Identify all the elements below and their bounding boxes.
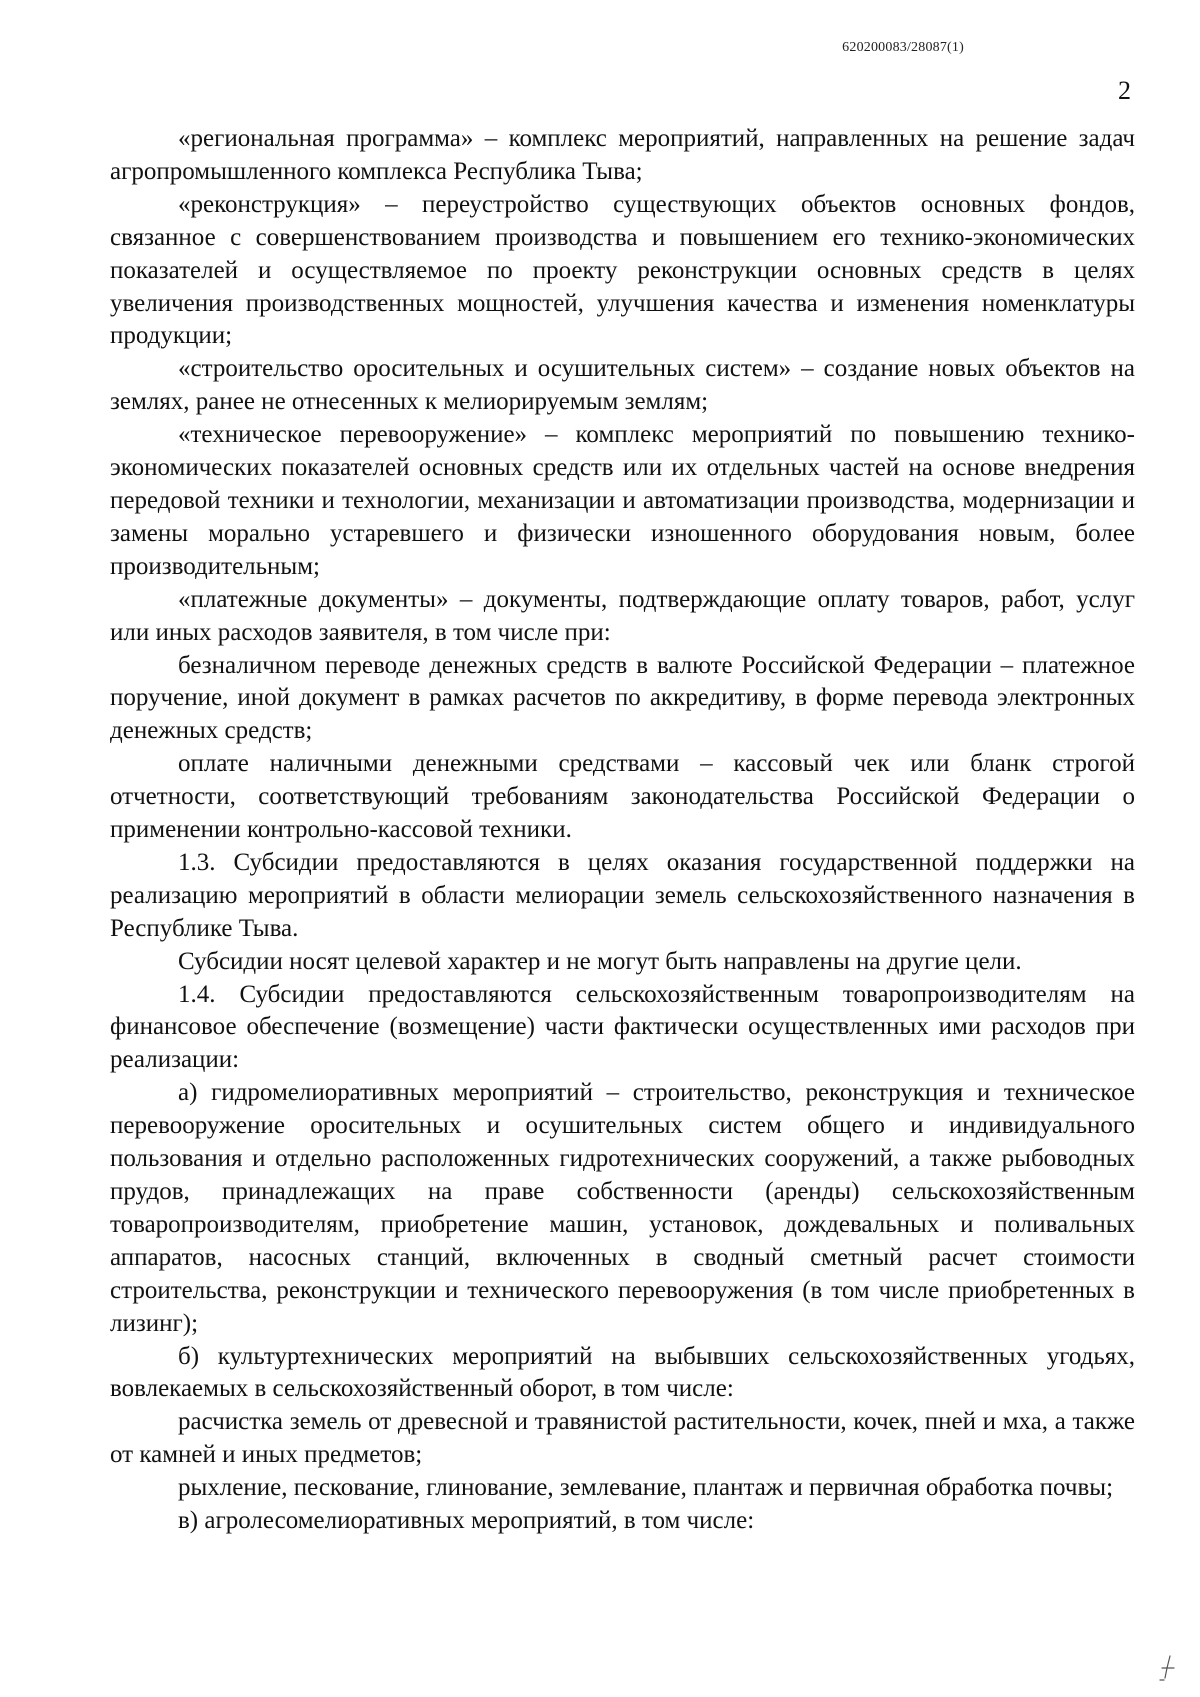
paragraph-item-b: б) культуртехнических мероприятий на выбывших сельскохозяйственных угодьях, вовлекаемых в сельскохозяйственный оборот, в том числе: — [110, 1342, 1135, 1403]
paragraph-definition-technical-reequipment: «техническое перевооружение» – комплекс мероприятий по повышению технико-экономических показателей основных средств или их отдельных частей на основе внедрения передовой техники и технологии, механизации и автоматизации производства, модернизации и замены морально устаревшего и физически изношенного оборудования новым, более производительным; — [110, 421, 1135, 580]
page-number: 2 — [1118, 76, 1131, 105]
paragraph-cash-payment: оплате наличными денежными средствами – кассовый чек или бланк строгой отчетности, соответствующий требованиям законодательства Российской Федерации о применении контрольно-кассовой техники. — [110, 750, 1135, 844]
scan-mark-icon — [1158, 1654, 1178, 1684]
paragraph-definition-payment-documents: «платежные документы» – документы, подтверждающие оплату товаров, работ, услуг или иных расходов заявителя, в том числе при: — [110, 585, 1135, 646]
document-id: 620200083/28087(1) — [842, 40, 964, 55]
paragraph-item-a: а) гидромелиоративных мероприятий – строительство, реконструкция и техническое перевооружение оросительных и осушительных систем общего и индивидуального пользования и отдельно расположенных гидротехнических сооружений, а также рыбоводных прудов, принадлежащих на праве собственности (аренды) сельскохозяйственным товаропроизводителям, приобретение машин, установок, дождевальных и поливальных аппаратов, насосных станций, включенных в сводный сметный расчет стоимости строительства, реконструкции и технического перевооружения (в том числе приобретенных в лизинг); — [110, 1079, 1135, 1337]
paragraph-definition-construction: «строительство оросительных и осушительных систем» – создание новых объектов на землях, ранее не отнесенных к мелиорируемым землям; — [110, 355, 1135, 416]
paragraph-definition-regional-program: «региональная программа» – комплекс мероприятий, направленных на решение задач агропромышленного комплекса Республика Тыва; — [110, 125, 1135, 185]
paragraph-targeted-nature: Субсидии носят целевой характер и не могут быть направлены на другие цели. — [178, 947, 1022, 975]
paragraph-section-1-3: 1.3. Субсидии предоставляются в целях оказания государственной поддержки на реализацию мероприятий в области мелиорации земель сельскохозяйственного назначения в Республике Тыва. — [110, 848, 1135, 942]
paragraph-land-clearing: расчистка земель от древесной и травянистой растительности, кочек, пней и мха, а также от камней и иных предметов; — [110, 1408, 1135, 1469]
document-body — [110, 123, 1135, 1538]
paragraph-cashless-transfer: безналичном переводе денежных средств в валюте Российской Федерации – платежное поручение, иной документ в рамках расчетов по аккредитиву, в форме перевода электронных денежных средств; — [110, 651, 1135, 745]
paragraph-definition-reconstruction: «реконструкция» – переустройство существующих объектов основных фондов, связанное с совершенствованием производства и повышением его технико-экономических показателей и осуществляемое по проекту реконструкции основных средств в целях увеличения производственных мощностей, улучшения качества и изменения номенклатуры продукции; — [110, 190, 1135, 350]
paragraph-item-v: в) агролесомелиоративных мероприятий, в том числе: — [178, 1507, 755, 1535]
paragraph-soil-treatment: рыхление, пескование, глинование, землевание, плантаж и первичная обработка почвы; — [178, 1474, 1114, 1502]
paragraph-section-1-4: 1.4. Субсидии предоставляются сельскохозяйственным товаропроизводителям на финансовое обеспечение (возмещение) части фактически осуществленных ими расходов при реализации: — [110, 980, 1135, 1074]
